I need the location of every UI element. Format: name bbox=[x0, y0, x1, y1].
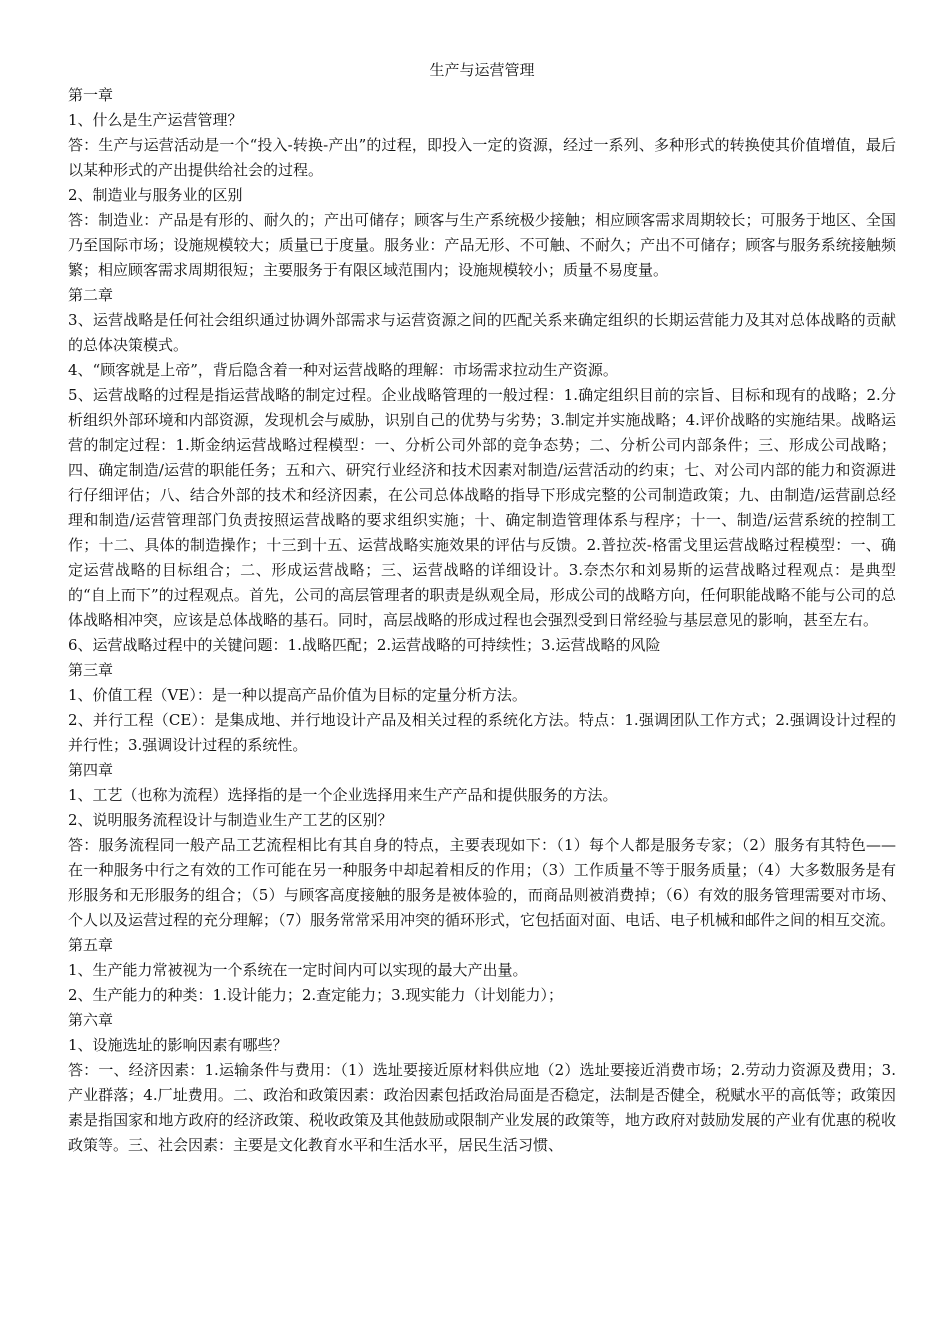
answer-paragraph: 答：服务流程同一般产品工艺流程相比有其自身的特点，主要表现如下：（1）每个人都是服务专家；（2）服务有其特色——在一种服务中行之有效的工作可能在另一种服务中却起着相反的作用；（3）工作质量不等于服务质量；（4）大多数服务是有形服务和无形服务的组合；（5）与顾客高度接触的服务是被体验的，而商品则被消费掉；（6）有效的服务管理需要对市场、个人以及运营过程的充分理解；（7）服务常常采用冲突的循环形式，它包括面对面、电话、电子机械和邮件之间的相互交流。 bbox=[68, 836, 896, 929]
chapter-heading: 第一章 bbox=[68, 86, 114, 104]
paragraph: 1、工艺（也称为流程）选择指的是一个企业选择用来生产产品和提供服务的方法。 bbox=[68, 786, 618, 804]
answer-paragraph: 答：制造业：产品是有形的、耐久的；产出可储存；顾客与生产系统极少接触；相应顾客需求周期较长；可服务于地区、全国乃至国际市场；设施规模较大；质量已于度量。服务业：产品无形、不可触、不耐久；产出不可储存；顾客与服务系统接触频繁；相应顾客需求周期很短；主要服务于有限区域范围内；设施规模较小；质量不易度量。 bbox=[68, 211, 896, 279]
question: 1、设施选址的影响因素有哪些？ bbox=[68, 1036, 288, 1054]
paragraph: 1、生产能力常被视为一个系统在一定时间内可以实现的最大产出量。 bbox=[68, 961, 528, 979]
question: 1、什么是生产运营管理？ bbox=[68, 111, 243, 129]
chapter-heading: 第六章 bbox=[68, 1011, 114, 1029]
paragraph: 2、并行工程（CE）：是集成地、并行地设计产品及相关过程的系统化方法。特点：1.强调团队工作方式；2.强调设计过程的并行性；3.强调设计过程的系统性。 bbox=[68, 711, 896, 754]
paragraph: 6、运营战略过程中的关键问题：1.战略匹配；2.运营战略的可持续性；3.运营战略的风险 bbox=[68, 636, 661, 654]
paragraph: 2、生产能力的种类：1.设计能力；2.查定能力；3.现实能力（计划能力）； bbox=[68, 986, 563, 1004]
answer-paragraph: 答：生产与运营活动是一个“投入-转换-产出”的过程，即投入一定的资源，经过一系列、多种形式的转换使其价值增值，最后以某种形式的产出提供给社会的过程。 bbox=[68, 136, 896, 179]
paragraph: 3、运营战略是任何社会组织通过协调外部需求与运营资源之间的匹配关系来确定组织的长期运营能力及其对总体战略的贡献的总体决策模式。 bbox=[68, 311, 896, 354]
question: 2、说明服务流程设计与制造业生产工艺的区别？ bbox=[68, 811, 393, 829]
chapter-heading: 第二章 bbox=[68, 286, 114, 304]
paragraph: 5、运营战略的过程是指运营战略的制定过程。企业战略管理的一般过程：1.确定组织目前的宗旨、目标和现有的战略；2.分析组织外部环境和内部资源，发现机会与威胁，识别自己的优势与劣势；3.制定并实施战略；4.评价战略的实施结果。战略运营的制定过程：1.斯金纳运营战略过程模型：一、分析公司外部的竞争态势；二、分析公司内部条件；三、形成公司战略；四、确定制造/运营的职能任务；五和六、研究行业经济和技术因素对制造/运营活动的约束；七、对公司内部的能力和资源进行仔细评估；八、结合外部的技术和经济因素，在公司总体战略的指导下形成完整的公司制造政策；九、由制造/运营副总经理和制造/运营管理部门负责按照运营战略的要求组织实施；十、确定制造管理体系与程序；十一、制造/运营系统的控制工作；十二、具体的制造操作；十三到十五、运营战略实施效果的评估与反馈。2.普拉茨-格雷戈里运营战略过程模型：一、确定运营战略的目标组合；二、形成运营战略；三、运营战略的详细设计。3.奈杰尔和刘易斯的运营战略过程观点：是典型的“自上而下”的过程观点。首先，公司的高层管理者的职责是纵观全局，形成公司的战略方向，任何职能战略不能与公司的总体战略相冲突，应该是总体战略的基石。同时，高层战略的形成过程也会强烈受到日常经验与基层意见的影响，甚至左右。 bbox=[68, 386, 896, 629]
paragraph: 4、“顾客就是上帝”，背后隐含着一种对运营战略的理解：市场需求拉动生产资源。 bbox=[68, 361, 618, 379]
paragraph: 1、价值工程（VE）：是一种以提高产品价值为目标的定量分析方法。 bbox=[68, 686, 527, 704]
chapter-heading: 第三章 bbox=[68, 661, 114, 679]
chapter-heading: 第五章 bbox=[68, 936, 114, 954]
chapter-heading: 第四章 bbox=[68, 761, 114, 779]
document-page bbox=[68, 58, 896, 1158]
document-title: 生产与运营管理 bbox=[429, 61, 535, 79]
question: 2、制造业与服务业的区别 bbox=[68, 186, 243, 204]
answer-paragraph: 答：一、经济因素：1.运输条件与费用：（1）选址要接近原材料供应地（2）选址要接近消费市场；2.劳动力资源及费用；3.产业群落；4.厂址费用。二、政治和政策因素：政治因素包括政治局面是否稳定，法制是否健全，税赋水平的高低等；政策因素是指国家和地方政府的经济政策、税收政策及其他鼓励或限制产业发展的政策等，地方政府对鼓励发展的产业有优惠的税收政策等。三、社会因素：主要是文化教育水平和生活水平，居民生活习惯、 bbox=[68, 1061, 896, 1154]
